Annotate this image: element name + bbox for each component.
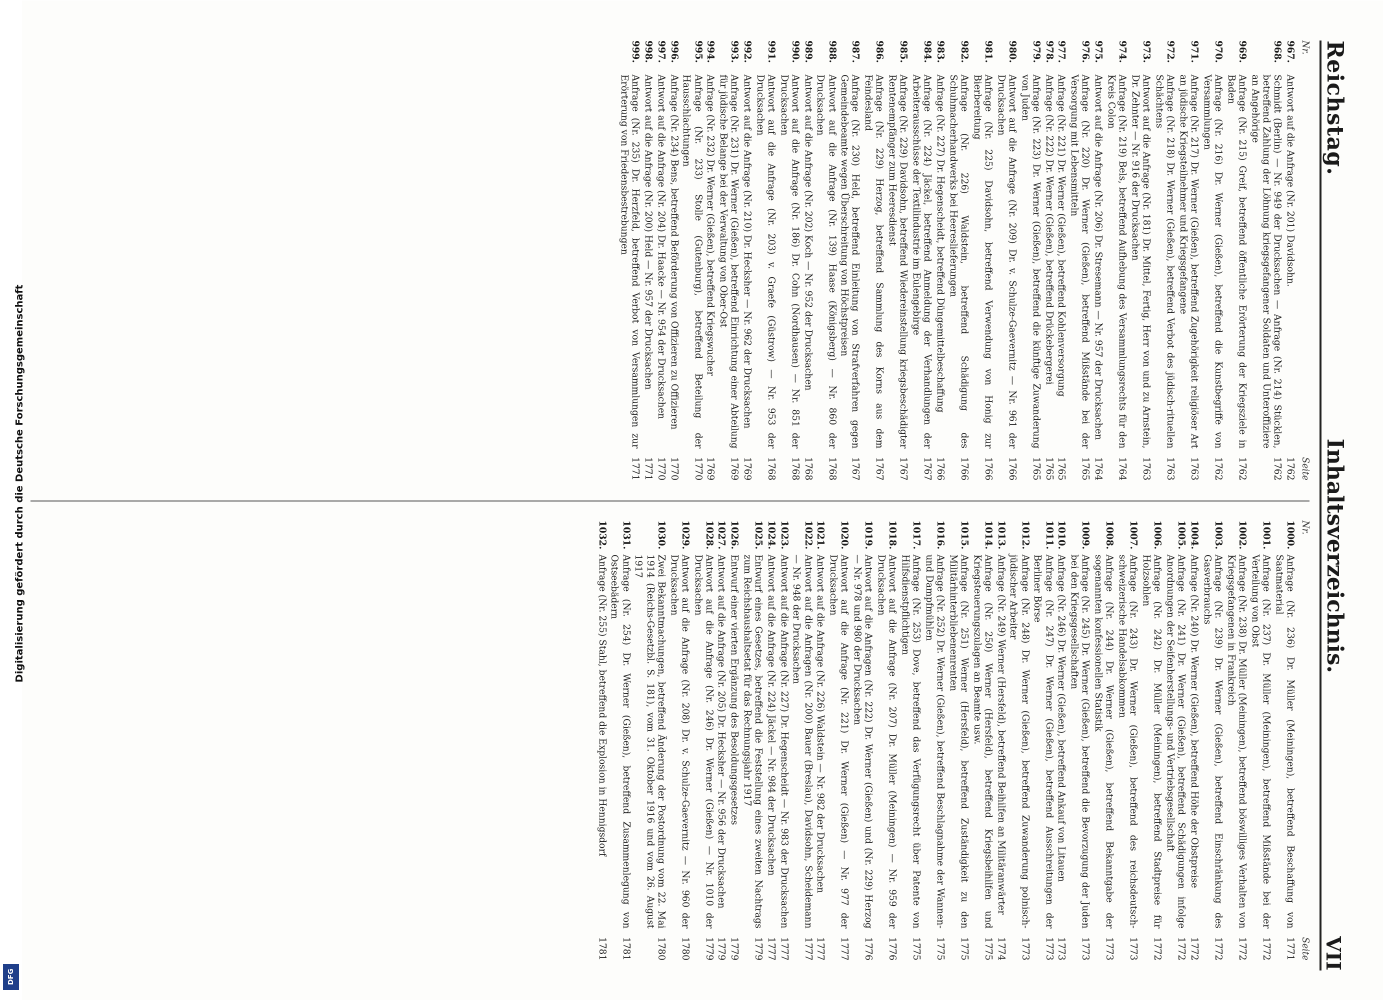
entry-number: 1014. (982, 520, 994, 549)
toc-entry (1248, 520, 1271, 960)
entry-text: Antwort auf die Anfrage (Nr. 246) Dr. Werner (Gießen) — Nr. 1010 der Drucksachen (691, 554, 714, 928)
entry-page: 1775 (982, 936, 994, 960)
toc-entry (1042, 40, 1053, 480)
entry-page: 1765 (1055, 456, 1067, 480)
entry-page: 1766 (982, 456, 994, 480)
toc-entry (1092, 520, 1115, 960)
entry-page: 1770 (691, 456, 703, 480)
entry-page: 1779 (728, 936, 740, 960)
toc-entry (827, 520, 850, 960)
entry-number: 974. (1116, 40, 1128, 63)
entry-page: 1765 (1042, 456, 1054, 480)
entry-number: 1029. (678, 520, 690, 549)
entry-page: 1779 (702, 936, 714, 960)
entry-page: 1772 (1188, 936, 1200, 960)
entry-number: 1020. (838, 520, 850, 549)
entry-page: 1780 (678, 936, 690, 960)
toc-entry (655, 40, 666, 480)
entry-number: 968. (1271, 40, 1283, 63)
toc-entry (741, 520, 764, 960)
entry-number: 996. (667, 40, 679, 63)
entry-number: 1024. (764, 520, 776, 549)
entry-page: 1763 (1164, 456, 1176, 480)
entry-text: Anfrage (Nr. 237) Dr. Müller (Meiningen), betreffend Mißstände bei der Verteilung von Obst (1248, 554, 1272, 928)
entry-number: 1015. (958, 520, 970, 549)
entry-page: 1781 (619, 936, 631, 960)
entry-text: Entwurf eines Gesetzes, betreffend die Feststellung eines zweiten Nachtrags zum Reichshaushaltsetat für das Rechnungsjahr 1917 (740, 554, 764, 928)
entry-number: 1010. (1055, 520, 1067, 549)
entry-text: Zwei Bekanntmachungen, betreffend Änderung der Postordnung vom 22. Mai 1914 (Reichs-Gesetzbl. S. 181), vom 31. Oktober 1916 und vom 26. August 1917 (632, 554, 666, 928)
entry-number: 971. (1188, 40, 1200, 63)
toc-entry (1224, 520, 1247, 960)
toc-entry (691, 520, 714, 960)
footer-credit: Digitalisierung gefördert durch die Deutsche Forschungsgemeinschaft (14, 284, 26, 683)
entry-text: Anfrage (Nr. 251) Werner (Hersfeld), betreffend Zuständigkeit zu den Militärhinterbliebenenrenten (946, 554, 970, 928)
entry-number: 987. (849, 40, 861, 63)
entry-number: 977. (1055, 40, 1067, 63)
toc-entry (595, 520, 606, 960)
entry-number: 979. (1030, 40, 1042, 63)
toc-entry (1092, 40, 1103, 480)
entry-page: 1762 (1212, 456, 1224, 480)
toc-entry (667, 40, 678, 480)
toc-entry (1055, 520, 1066, 960)
entry-number: 975. (1092, 40, 1104, 63)
entry-page: 1762 (1284, 456, 1295, 480)
entry-number: 1026. (728, 520, 740, 549)
entry-number: 989. (801, 40, 813, 63)
entry-text: Anfrage (Nr. 243) Dr. Werner (Gießen), betreffend des reichsdeutsch-schweizerische Handelsabkommen (1116, 554, 1139, 928)
entry-text: Anfrage (Nr. 248) Dr. Werner (Gießen), betreffend Zuwanderung polnisch-jüdischer Arbeiter (1007, 554, 1030, 928)
entry-page: 1772 (1212, 936, 1224, 960)
entry-page: 1777 (764, 936, 776, 960)
nr-label: Nr. (1299, 520, 1309, 535)
entry-number: 999. (629, 40, 641, 63)
entry-text: Antwort auf die Anfrage (Nr. 201) Davidsohn. (1284, 74, 1295, 287)
toc-entry (618, 40, 641, 480)
entry-page: 1776 (862, 936, 874, 960)
entry-number: 972. (1164, 40, 1176, 63)
entry-number: 982. (958, 40, 970, 63)
toc-entry (1055, 40, 1066, 480)
entry-number: 970. (1212, 40, 1224, 63)
toc-entry (1188, 520, 1199, 960)
entry-page: 1777 (838, 936, 850, 960)
entry-text: Anfrage (Nr. 227) Dr. Hegenscheidt, betreffend Düngemittelbeschaffung (934, 74, 946, 413)
toc-entry (1007, 520, 1030, 960)
entry-text: Anfrage (Nr. 238) Dr. Müller (Meiningen), betreffend böswilliges Verhalten von Kriegsgefangenen in Frankreich (1224, 554, 1248, 928)
toc-entry (899, 520, 922, 960)
toc-entry (680, 40, 703, 480)
entry-text: Anfrage (Nr. 233) Stolle (Gutenburg), betreffend Beteilung der Hausschlachtungen (680, 74, 703, 448)
entry-number: 997. (654, 40, 666, 63)
toc-entry (1164, 520, 1187, 960)
entry-text: Anfrage (Nr. 225) Davidsohn, betreffend Verwendung von Honig zur Bierbereitung (970, 74, 994, 448)
entry-number: 1028. (702, 520, 714, 549)
left-column (20, 40, 1309, 480)
toc-entry (728, 520, 739, 960)
entry-text: Anfrage (Nr. 253) Dove, betreffend das Verfügungsrecht über Patente von Hilfsdienstpflichtigen (898, 554, 922, 928)
entry-text: Antwort auf die Anfrage (Nr. 210) Dr. Hecksher — Nr. 962 der Drucksachen (740, 74, 752, 429)
entry-page: 1768 (801, 456, 813, 480)
toc-entry (1031, 520, 1054, 960)
entry-number: 1002. (1236, 520, 1248, 549)
toc-entry (1018, 40, 1041, 480)
toc-entry (753, 40, 776, 480)
entry-text: Anfrage (Nr. 229) Davidsohn, betreffend Wiedereinstellung kriegsbeschädigter Rentenempfänger zum Heeresdienst (886, 74, 909, 448)
entry-page: 1780 (654, 936, 666, 960)
toc-entry (995, 520, 1006, 960)
entry-page: 1772 (1236, 936, 1248, 960)
entry-page: 1766 (1006, 456, 1018, 480)
entry-text: Anfrage (Nr. 246) Dr. Werner (Gießen), betreffend Ankauf von Litauen (1055, 554, 1067, 882)
toc-entry (777, 520, 788, 960)
entry-text: Anfrage (Nr. 226) Waldstein, betreffend Schädigung des Schuhmacherhandwerks bei Heereslieferungen (946, 74, 970, 448)
toc-entry (1284, 40, 1295, 480)
entry-number: 998. (642, 40, 654, 63)
toc-entry (667, 520, 690, 960)
entry-text: Anfrage (Nr. 223) Dr. Werner (Gießen), betreffend die künftige Zuwanderung von Juden (1018, 74, 1042, 448)
entry-page: 1775 (934, 936, 946, 960)
entry-number: 985. (897, 40, 909, 63)
entry-text: Anfrage (Nr. 239) Dr. Werner (Gießen), betreffend Einschränkung des Gasverbrauchs (1200, 554, 1224, 928)
entry-page: 1769 (704, 456, 716, 480)
entry-text: Anfrage (Nr. 254) Dr. Werner (Gießen), betreffend Zusammenlegung von Ostseebädern (608, 554, 631, 928)
entry-page: 1770 (667, 456, 679, 480)
entry-text: Antwort auf die Anfrage (Nr. 181) Dr. Mittel, Fertig, Herr von und zu Arnstein, Dr. Zehnter — Nr. 916 der Drucksachen (1128, 74, 1152, 448)
toc-entry (934, 40, 945, 480)
header-left: Reichstag. (1321, 40, 1347, 175)
entry-page: 1777 (801, 936, 813, 960)
entry-number: 1027. (715, 520, 727, 549)
entry-page: 1765 (1030, 456, 1042, 480)
toc-entry (717, 40, 740, 480)
entry-page: 1762 (1236, 456, 1248, 480)
entry-number: 1031. (619, 520, 631, 549)
toc-entry (1105, 40, 1128, 480)
entry-text: Anfrage (Nr. 218) Dr. Werner (Gießen), betreffend Verbot des jüdisch-rituellen Schächtens (1152, 74, 1176, 448)
toc-entry (1116, 520, 1139, 960)
entry-text: Antwort auf die Anfrage (Nr. 227) Dr. Hegenscheidt — Nr. 983 der Drucksachen (777, 554, 789, 928)
entry-page: 1767 (897, 456, 909, 480)
entry-page: 1773 (1055, 936, 1067, 960)
entry-text: Anfrage (Nr. 236) Dr. Müller (Meiningen), betreffend Beschaffung von Saatmaterial (1272, 554, 1295, 928)
entry-page: 1764 (1116, 456, 1128, 480)
entry-number: 992. (740, 40, 752, 63)
entry-number: 1018. (886, 520, 898, 549)
entry-page: 1768 (788, 456, 800, 480)
entry-text: Anfrage (Nr. 219) Bels, betreffend Aufhebung des Versammlungsrechts für den Kreis Colon (1104, 74, 1128, 448)
seite-label: Seite (1299, 456, 1309, 480)
entry-text: Anfrage (Nr. 221) Dr. Werner (Gießen), betreffend Kohlenversorgung (1055, 74, 1067, 397)
entry-text: Antwort auf die Anfrage (Nr. 200) Held — Nr. 957 der Drucksachen (642, 74, 654, 390)
entry-text: Anfrage (Nr. 220) Dr. Werner (Gießen), betreffend Mißstände bei der Versorgung mit Lebensmitteln (1068, 74, 1091, 448)
entry-number: 1008. (1103, 520, 1115, 549)
entry-number: 991. (764, 40, 776, 63)
entry-page: 1775 (958, 936, 970, 960)
entry-page: 1772 (1260, 936, 1272, 960)
seite-label: Seite (1299, 936, 1309, 960)
entry-text: Anfrage (Nr. 222) Dr. Werner (Gießen), betreffend Drückebergerei (1042, 74, 1054, 385)
toc-entry (1272, 520, 1295, 960)
entry-page: 1781 (595, 936, 607, 960)
toc-entry (995, 40, 1018, 480)
entry-page: 1767 (849, 456, 861, 480)
entry-page: 1764 (1092, 456, 1104, 480)
entry-number: 1017. (910, 520, 922, 549)
entry-page: 1779 (715, 936, 727, 960)
entry-page: 1763 (1188, 456, 1200, 480)
entry-number: 1000. (1284, 520, 1295, 549)
entry-number: 1009. (1079, 520, 1091, 549)
toc-entry (608, 520, 631, 960)
page-title: Inhaltsverzeichnis. (1321, 438, 1347, 673)
entry-page: 1766 (958, 456, 970, 480)
toc-entry (1068, 40, 1091, 480)
entry-page: 1768 (764, 456, 776, 480)
entry-number: 1003. (1212, 520, 1224, 549)
entry-number: 1025. (752, 520, 764, 549)
entry-number: 983. (934, 40, 946, 63)
entry-page: 1773 (1103, 936, 1115, 960)
toc-entry (814, 40, 837, 480)
entry-number: 1030. (654, 520, 666, 549)
entry-text: Antwort auf die Anfrage (Nr. 226) Waldstein — Nr. 982 der Drucksachen (814, 554, 826, 893)
entry-page: 1765 (1079, 456, 1091, 480)
entry-number: 967. (1284, 40, 1295, 63)
entry-number: 988. (825, 40, 837, 63)
toc-entry (971, 520, 994, 960)
entry-text: Anfrage (Nr. 242) Dr. Müller (Meiningen), betreffend Stadtpreise für Holzsohlen (1140, 554, 1163, 928)
toc-entry (642, 40, 653, 480)
left-column-head (1299, 40, 1309, 480)
entry-number: 980. (1006, 40, 1018, 63)
right-column-head (1299, 520, 1309, 960)
toc-entry (910, 40, 933, 480)
entry-number: 1004. (1188, 520, 1200, 549)
entry-page: 1777 (814, 936, 826, 960)
toc-entry (1200, 40, 1223, 480)
entry-number: 1032. (595, 520, 607, 549)
entry-number: 994. (704, 40, 716, 63)
entry-page: 1775 (910, 936, 922, 960)
footer-band (0, 0, 26, 1000)
entry-number: 1021. (814, 520, 826, 549)
entry-page: 1771 (1284, 936, 1295, 960)
toc-entry (632, 520, 666, 960)
entry-page: 1772 (1151, 936, 1163, 960)
page-header (1319, 40, 1357, 970)
entry-text: Antwort auf die Anfrage (Nr. 221) Dr. Werner (Gießen) — Nr. 977 der Drucksachen (826, 554, 850, 928)
entry-page: 1777 (777, 936, 789, 960)
toc-entry (1224, 40, 1247, 480)
dfg-logo: DFG (3, 964, 19, 990)
toc-entry (1068, 520, 1091, 960)
entry-page: 1773 (1018, 936, 1030, 960)
entry-page: 1770 (654, 456, 666, 480)
toc-entry (1248, 40, 1282, 480)
entry-text: Anfrage (Nr. 235) Dr. Herzfeld, betreffend Verbot von Versammlungen zur Erörterung von Friedensbestrebungen (618, 74, 641, 448)
entry-page: 1773 (1127, 936, 1139, 960)
entry-text: Antwort auf die Anfrage (Nr. 202) Koch — Nr. 952 der Drucksachen (801, 74, 813, 391)
entry-page: 1767 (921, 456, 933, 480)
column-divider (30, 500, 1309, 501)
entry-text: Anfrage (Nr. 231) Dr. Werner (Gießen), betreffend Einrichtung einer Abteilung für jüdische Belange bei der Verwaltung von Ober-Ost (716, 74, 740, 448)
toc-entry (838, 40, 861, 480)
entry-number: 978. (1042, 40, 1054, 63)
entry-number: 1022. (801, 520, 813, 549)
entry-text: Antwort auf die Anfrage (Nr. 139) Haase (Königsberg) — Nr. 860 der Drucksachen (814, 74, 837, 448)
toc-entry (1200, 520, 1223, 960)
toc-entry (790, 520, 813, 960)
entry-text: Antwort auf die Anfrage (Nr. 204) Dr. Haacke — Nr. 954 der Drucksachen (654, 74, 666, 419)
entry-text: Anfrage (Nr. 244) Dr. Werner (Gießen), betreffend Bekanntgabe der sogenannten konfessionellen Statistik (1092, 554, 1115, 928)
toc-entry (947, 520, 970, 960)
entry-text: Anfrage (Nr. 245) Dr. Werner (Gießen), betreffend die Bevorzugung der Juden bei den Kriegsgesellschaften (1068, 554, 1091, 928)
toc-entry (704, 40, 715, 480)
toc-entry (886, 40, 909, 480)
entry-number: 1019. (862, 520, 874, 549)
entry-page: 1773 (1079, 936, 1091, 960)
entry-page: 1772 (1175, 936, 1187, 960)
entry-page: 1776 (886, 936, 898, 960)
entry-text: Antwort auf die Anfrage (Nr. 207) Dr. Müller (Meiningen) — Nr. 959 der Drucksachen (874, 554, 898, 928)
entry-number: 1012. (1018, 520, 1030, 549)
entry-number: 986. (873, 40, 885, 63)
entry-text: Anfrage (Nr. 252) Dr. Werner (Gießen), betreffend Beschlagnahme der Wannen- und Dampfmühlen (922, 554, 946, 928)
entry-number: 995. (691, 40, 703, 63)
entry-text: Antwort auf die Anfrage (Nr. 208) Dr. v. Schulze-Gaevernitz — Nr. 960 der Drucksachen (667, 554, 690, 928)
entry-number: 1006. (1151, 520, 1163, 549)
entry-page: 1768 (825, 456, 837, 480)
toc-entry (971, 40, 994, 480)
entry-text: Antwort auf die Anfragen (Nr. 200) Bauer (Breslau), Davidsohn, Scheidemann — Nr. 948 der Drucksachen (790, 554, 813, 928)
entry-page: 1771 (629, 456, 641, 480)
entry-page: 1773 (1042, 936, 1054, 960)
entry-text: Anfrage (Nr. 241) Dr. Werner (Gießen), betreffend Schädigungen infolge Anordnungen der Seifenherstellungs- und Vertriebsgesellschaft (1164, 554, 1187, 928)
entry-text: Anfrage (Nr. 250) Werner (Hersfeld), betreffend Kriegsbeihilfen und Kriegsteuerungszulagen an Beamte usw. (970, 554, 994, 928)
entry-number: 993. (728, 40, 740, 63)
entry-number: 984. (921, 40, 933, 63)
entry-page: 1771 (642, 456, 654, 480)
entry-page: 1779 (752, 936, 764, 960)
entry-page: 1763 (1140, 456, 1152, 480)
entry-text: Anfrage (Nr. 249) Werner (Hersfeld), betreffend Beihilfen an Militäranwärter (994, 554, 1006, 915)
entry-number: 1001. (1260, 520, 1272, 549)
entry-number: 973. (1140, 40, 1152, 63)
entry-number: 1013. (994, 520, 1006, 549)
entry-text: Antwort auf die Anfragen (Nr. 222) Dr. Werner (Gießen) und (Nr. 229) Herzog — Nr. 978 und 980 der Drucksachen (850, 554, 874, 928)
toc-entry (777, 40, 800, 480)
entry-page: 1762 (1271, 456, 1283, 480)
entry-number: 1016. (934, 520, 946, 549)
toc-entry (741, 40, 752, 480)
entry-text: Anfrage (Nr. 216) Dr. Werner (Gießen), betreffend die Kunstbegriffe von Versammlungen (1200, 74, 1224, 448)
entry-text: Anfrage (Nr. 240) Dr. Werner (Gießen), betreffend Höhe der Obstpreise (1188, 554, 1200, 888)
toc-entry (1129, 40, 1152, 480)
page-number: VII (1321, 935, 1345, 970)
entry-text: Anfrage (Nr. 247) Dr. Werner (Gießen), betreffend Ausschreitungen der Berliner Börse (1031, 554, 1054, 928)
entry-text: Anfrage (Nr. 215) Greif, betreffend öffentliche Erörterung der Kriegsziele in Baden (1224, 74, 1248, 448)
entry-text: Anfrage (Nr. 234) Bens, betreffend Beförderung von Offizieren zu Offizieren (667, 74, 679, 430)
entry-text: Anfrage (Nr. 230) Held, betreffend Einleitung von Strafverfahren gegen Gemeindebeamte wegen Überschreitung von Höchstpreisen (838, 74, 861, 448)
entry-text: Anfrage (Nr. 224) Jäckel, betreffend Anmeldung der Verhandlungen der Arbeiterausschüsse der Textilindustrie im Eulengebirge (910, 74, 933, 448)
entry-number: 990. (788, 40, 800, 63)
toc-entry (715, 520, 726, 960)
entry-text: Anfrage (Nr. 232) Dr. Werner (Gießen), betreffend Kriegswucher (704, 74, 716, 376)
entry-page: 1774 (994, 936, 1006, 960)
toc-entry (851, 520, 874, 960)
toc-entry (1176, 40, 1199, 480)
nr-label: Nr. (1299, 40, 1309, 55)
toc-entry (1140, 520, 1163, 960)
entry-number: 1007. (1127, 520, 1139, 549)
entry-number: 1005. (1175, 520, 1187, 549)
entry-page: 1767 (873, 456, 885, 480)
entry-text: Antwort auf die Anfrage (Nr. 209) Dr. v. Schulze-Gaevernitz — Nr. 961 der Drucksachen (994, 74, 1018, 448)
entry-number: 1023. (777, 520, 789, 549)
entry-number: 1011. (1042, 520, 1054, 549)
right-column (20, 520, 1309, 960)
entry-page: 1769 (740, 456, 752, 480)
toc-entry (814, 520, 825, 960)
entry-number: 981. (982, 40, 994, 63)
toc-entry (862, 40, 885, 480)
entry-text: Antwort auf die Anfrage (Nr. 203) v. Graefe (Güstrow) — Nr. 953 der Drucksachen (753, 74, 776, 448)
entry-text: Antwort auf die Anfrage (Nr. 205) Dr. Hecksher — Nr. 956 der Drucksachen (715, 554, 727, 909)
entry-text: Antwort auf die Anfrage (Nr. 224) Jäckel — Nr. 984 der Drucksachen (764, 554, 776, 876)
entry-number: 969. (1236, 40, 1248, 63)
entry-number: 976. (1079, 40, 1091, 63)
toc-entry (875, 520, 898, 960)
entry-page: 1766 (934, 456, 946, 480)
toc-entry (801, 40, 812, 480)
entry-text: Entwurf einer vierten Ergänzung des Besoldungsgesetzes (728, 554, 740, 825)
toc-entry (1152, 40, 1175, 480)
toc-entry (765, 520, 776, 960)
entry-text: Antwort auf die Anfrage (Nr. 186) Dr. Cohn (Nordhausen) — Nr. 851 der Drucksachen (777, 74, 800, 448)
toc-entry (947, 40, 970, 480)
entry-text: Anfrage (Nr. 217) Dr. Werner (Gießen), betreffend Zugehörigkeit religiöser Art an jüdische Kriegsteilnehmer und Kriegsgefangene (1176, 74, 1200, 448)
entry-text: Anfrage (Nr. 229) Herzog, betreffend Sammlung des Korns aus dem Feindesland (862, 74, 885, 448)
entry-text: Anfrage (Nr. 255) Stahl, betreffend die Explosion in Hennigsdorf (595, 554, 607, 856)
entry-text: Schmidt (Berlin) — Nr. 949 der Drucksachen — Anfrage (Nr. 214) Stücklen, betreffend Zahlung der Löhnung kriegsgefangener Soldaten und Unteroffiziere an Angehörige (1248, 74, 1283, 448)
entry-text: Antwort auf die Anfrage (Nr. 206) Dr. Stresemann — Nr. 957 der Drucksachen (1092, 74, 1104, 440)
toc-entry (923, 520, 946, 960)
entry-page: 1769 (728, 456, 740, 480)
